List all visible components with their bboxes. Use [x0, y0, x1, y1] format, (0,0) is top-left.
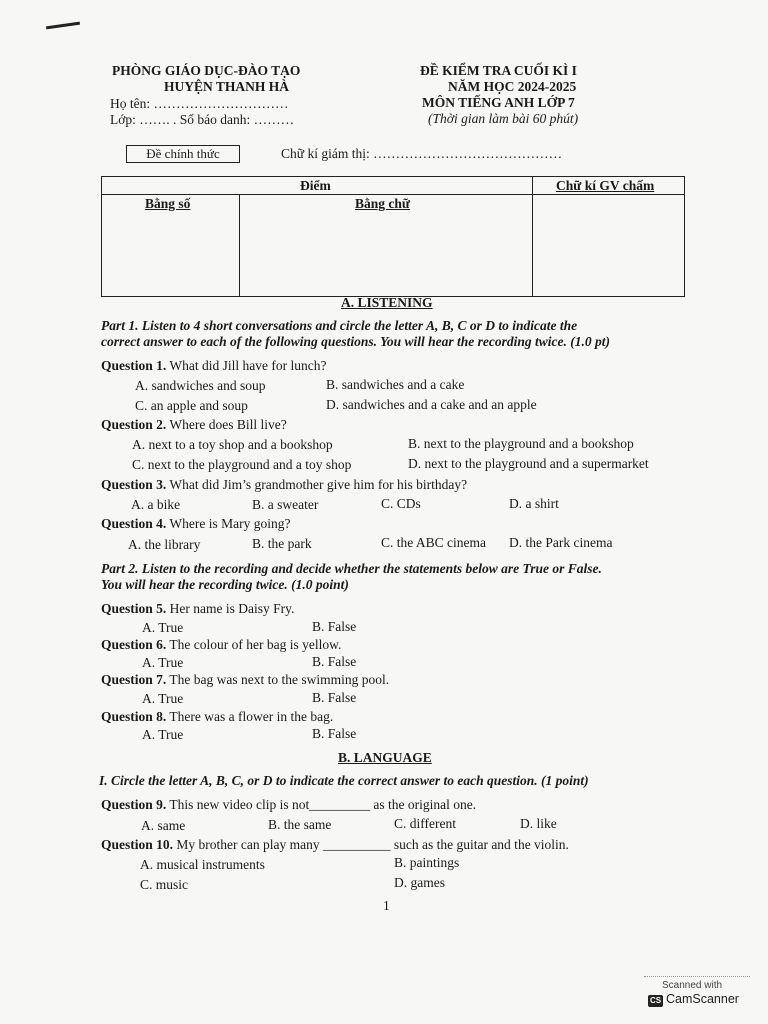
q6-option-a[interactable]: A. True	[142, 655, 184, 670]
question-3: Question 3. What did Jim’s grandmother give him for his birthday?	[101, 477, 468, 492]
camscanner-watermark	[644, 976, 750, 1013]
scanned-with-label: Scanned with	[662, 980, 723, 991]
q1-option-a[interactable]: A. sandwiches and soup	[135, 378, 266, 393]
class-number-field: Lớp: ……. . Số báo danh: ………	[110, 112, 295, 127]
q5-option-b[interactable]: B. False	[312, 619, 357, 634]
q2-option-b[interactable]: B. next to the playground and a bookshop	[408, 436, 634, 451]
q8-option-a[interactable]: A. True	[142, 727, 184, 742]
q4-option-b[interactable]: B. the park	[252, 536, 312, 551]
q7-option-b[interactable]: B. False	[312, 690, 357, 705]
q1-option-c[interactable]: C. an apple and soup	[135, 398, 248, 413]
score-by-number-header: Bằng số	[145, 196, 191, 211]
q4-option-d[interactable]: D. the Park cinema	[509, 535, 613, 550]
q4-option-c[interactable]: C. the ABC cinema	[381, 535, 486, 550]
score-header: Điểm	[300, 178, 331, 193]
listening-section-title: A. LISTENING	[341, 295, 433, 310]
q3-option-a[interactable]: A. a bike	[131, 497, 181, 512]
part2-instructions: You will hear the recording twice. (1.0 point)	[101, 577, 349, 592]
q2-option-d[interactable]: D. next to the playground and a supermarket	[408, 456, 649, 471]
part2-instructions: Part 2. Listen to the recording and decide whether the statements below are True or False.	[101, 561, 602, 576]
question-2: Question 2. Where does Bill live?	[101, 417, 287, 432]
q1-option-d[interactable]: D. sandwiches and a cake and an apple	[326, 397, 537, 412]
score-by-words-header: Bằng chữ	[355, 196, 410, 211]
q6-option-b[interactable]: B. False	[312, 654, 357, 669]
question-5: Question 5. Her name is Daisy Fry.	[101, 601, 295, 616]
district-name: HUYỆN THANH HÀ	[164, 79, 290, 94]
question-4: Question 4. Where is Mary going?	[101, 516, 291, 531]
q2-option-c[interactable]: C. next to the playground and a toy shop	[132, 457, 352, 472]
question-8: Question 8. There was a flower in the bag.	[101, 709, 334, 724]
q10-option-d[interactable]: D. games	[394, 875, 445, 890]
proctor-signature-line: Chữ kí giám thị: ……………………………………	[281, 146, 563, 161]
language-section-title: B. LANGUAGE	[338, 750, 432, 765]
teacher-signature-header: Chữ kí GV chấm	[556, 178, 655, 193]
q7-option-a[interactable]: A. True	[142, 691, 184, 706]
q1-option-b[interactable]: B. sandwiches and a cake	[326, 377, 465, 392]
table-divider	[532, 177, 533, 296]
student-name-field: Họ tên: …………………………	[110, 96, 289, 111]
exam-title: ĐỀ KIỂM TRA CUỐI KÌ I	[420, 63, 577, 78]
question-9: Question 9. This new video clip is not_________ as the original one.	[101, 797, 477, 812]
q9-option-c[interactable]: C. different	[394, 816, 456, 831]
q3-option-d[interactable]: D. a shirt	[509, 496, 559, 511]
q2-option-a[interactable]: A. next to a toy shop and a bookshop	[132, 437, 333, 452]
q8-option-b[interactable]: B. False	[312, 726, 357, 741]
question-6: Question 6. The colour of her bag is yellow.	[101, 637, 342, 652]
language-part1-instructions: I. Circle the letter A, B, C, or D to indicate the correct answer to each question. (1 point)	[99, 773, 589, 788]
camscanner-brand: CamScanner	[666, 992, 739, 1006]
part1-instructions: Part 1. Listen to 4 short conversations and circle the letter A, B, C or D to indicate the	[101, 318, 578, 333]
q3-option-c[interactable]: C. CDs	[381, 496, 421, 511]
q5-option-a[interactable]: A. True	[142, 620, 184, 635]
question-1: Question 1. What did Jill have for lunch?	[101, 358, 327, 373]
table-divider	[239, 194, 240, 296]
pen-mark	[46, 22, 80, 30]
question-10: Question 10. My brother can play many __________ such as the guitar and the violin.	[101, 837, 569, 852]
page-number: 1	[383, 898, 390, 913]
official-exam-label: Đề chính thức	[126, 145, 240, 163]
school-year: NĂM HỌC 2024-2025	[448, 79, 577, 94]
q3-option-b[interactable]: B. a sweater	[252, 497, 319, 512]
exam-duration: (Thời gian làm bài 60 phút)	[428, 111, 579, 126]
table-divider	[102, 194, 684, 195]
part1-instructions: correct answer to each of the following questions. You will hear the recording twice. (1.0 pt)	[101, 334, 611, 349]
q9-option-d[interactable]: D. like	[520, 816, 557, 831]
q10-option-a[interactable]: A. musical instruments	[140, 857, 265, 872]
camscanner-logo-icon: CS	[649, 996, 662, 1005]
q9-option-a[interactable]: A. same	[141, 818, 186, 833]
q4-option-a[interactable]: A. the library	[128, 537, 201, 552]
question-7: Question 7. The bag was next to the swimming pool.	[101, 672, 390, 687]
q9-option-b[interactable]: B. the same	[268, 817, 332, 832]
q10-option-b[interactable]: B. paintings	[394, 855, 460, 870]
q10-option-c[interactable]: C. music	[140, 877, 189, 892]
score-table	[101, 176, 685, 297]
department-name: PHÒNG GIÁO DỤC-ĐÀO TẠO	[112, 63, 301, 78]
subject-title: MÔN TIẾNG ANH LỚP 7	[422, 95, 575, 110]
